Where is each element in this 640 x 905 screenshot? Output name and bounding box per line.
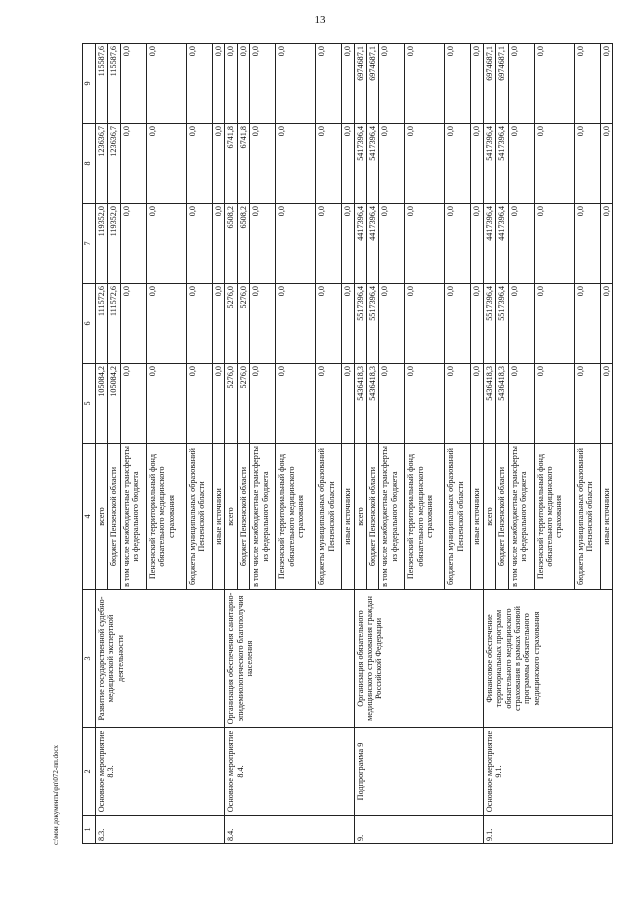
page-number: 13 (314, 14, 326, 26)
value-cell: 0,0 (186, 284, 212, 364)
value-cell: 0,0 (276, 284, 316, 364)
value-cell: 6974687,1 (483, 44, 495, 124)
value-cell: 111572,6 (108, 284, 120, 364)
value-cell: 0,0 (405, 44, 445, 124)
funding-source-cell: иные источники (471, 444, 483, 590)
value-cell: 0,0 (600, 204, 612, 284)
funding-source-cell: бюджет Пензенской области (366, 444, 378, 590)
value-cell: 0,0 (471, 124, 483, 204)
value-cell: 0,0 (120, 364, 146, 444)
value-cell: 0,0 (445, 44, 471, 124)
value-cell: 6508,2 (237, 204, 249, 284)
value-cell: 0,0 (146, 44, 186, 124)
value-cell: 0,0 (186, 124, 212, 204)
value-cell: 115587,6 (96, 44, 108, 124)
value-cell: 0,0 (405, 124, 445, 204)
value-cell: 5276,0 (225, 364, 237, 444)
funding-source-cell: всего (96, 444, 108, 590)
funding-source-cell: всего (483, 444, 495, 590)
value-cell: 0,0 (250, 124, 276, 204)
value-cell: 0,0 (471, 204, 483, 284)
value-cell: 4417396,4 (496, 204, 508, 284)
row-number-cell: 9.1. (483, 816, 612, 844)
funding-source-cell: иные источники (212, 444, 224, 590)
event-name-cell: Финансовое обеспечение территориальных программ обязательного медицинского страхования в рамках базовой программы обязательного медицинского страхования (483, 590, 612, 728)
funding-source-cell: бюджет Пензенской области (237, 444, 249, 590)
value-cell: 0,0 (508, 284, 534, 364)
value-cell: 0,0 (508, 364, 534, 444)
header-row (83, 44, 96, 844)
value-cell: 0,0 (250, 284, 276, 364)
value-cell: 0,0 (471, 44, 483, 124)
table-row (483, 44, 495, 844)
value-cell: 105084,2 (108, 364, 120, 444)
funding-source-cell: бюджеты муниципальных образований Пензенской области (186, 444, 212, 590)
value-cell: 0,0 (405, 284, 445, 364)
value-cell: 0,0 (212, 44, 224, 124)
value-cell: 0,0 (146, 364, 186, 444)
event-cell: Основное мероприятие 8.3. (96, 728, 225, 816)
value-cell: 5436418,3 (354, 364, 366, 444)
value-cell: 0,0 (146, 204, 186, 284)
value-cell: 0,0 (212, 364, 224, 444)
value-cell: 0,0 (471, 364, 483, 444)
header-cell: 7 (83, 204, 96, 284)
value-cell: 0,0 (379, 124, 405, 204)
funding-source-cell: в том числе межбюджетные трансферты из федерального бюджета (379, 444, 405, 590)
value-cell: 6741,8 (237, 124, 249, 204)
value-cell: 0,0 (508, 204, 534, 284)
footer-file-path: c:\мои документы\рп\072-пп.docx (52, 744, 60, 845)
value-cell: 0,0 (250, 204, 276, 284)
value-cell: 0,0 (574, 204, 600, 284)
value-cell: 0,0 (276, 44, 316, 124)
value-cell: 115587,6 (108, 44, 120, 124)
event-name-cell: Организация обеспечения санитарно- эпидемиологического благополучия населения (225, 590, 354, 728)
header-cell: 4 (83, 444, 96, 590)
table-row (225, 44, 237, 844)
value-cell: 6974687,1 (354, 44, 366, 124)
value-cell: 0,0 (120, 204, 146, 284)
funding-source-cell: Пензенский территориальный фонд обязательного медицинского страхования (276, 444, 316, 590)
funding-source-cell: в том числе межбюджетные трансферты из федерального бюджета (508, 444, 534, 590)
value-cell: 0,0 (379, 204, 405, 284)
row-number-cell: 9. (354, 816, 483, 844)
value-cell: 0,0 (508, 124, 534, 204)
value-cell: 0,0 (534, 204, 574, 284)
value-cell: 5276,0 (225, 284, 237, 364)
funding-source-cell: Пензенский территориальный фонд обязательного медицинского страхования (534, 444, 574, 590)
value-cell: 0,0 (342, 44, 354, 124)
value-cell: 5436418,3 (496, 364, 508, 444)
value-cell: 0,0 (534, 364, 574, 444)
table-row (96, 44, 108, 844)
value-cell: 0,0 (342, 364, 354, 444)
header-cell: 6 (83, 284, 96, 364)
value-cell: 0,0 (405, 204, 445, 284)
row-number-cell: 8.4. (225, 816, 354, 844)
value-cell: 0,0 (146, 284, 186, 364)
funding-source-cell: всего (225, 444, 237, 590)
value-cell: 111572,6 (96, 284, 108, 364)
funding-source-cell: бюджеты муниципальных образований Пензенской области (445, 444, 471, 590)
header-cell: 8 (83, 124, 96, 204)
value-cell: 0,0 (574, 284, 600, 364)
value-cell: 0,0 (250, 44, 276, 124)
funding-source-cell: Пензенский территориальный фонд обязательного медицинского страхования (405, 444, 445, 590)
value-cell: 0,0 (120, 284, 146, 364)
value-cell: 5517396,4 (366, 284, 378, 364)
value-cell: 123636,7 (96, 124, 108, 204)
event-cell: Основное мероприятие 9.1. (483, 728, 612, 816)
value-cell: 0,0 (600, 284, 612, 364)
funding-source-cell: бюджет Пензенской области (108, 444, 120, 590)
value-cell: 119352,0 (96, 204, 108, 284)
value-cell: 0,0 (316, 284, 342, 364)
value-cell: 6741,8 (225, 124, 237, 204)
value-cell: 105084,2 (96, 364, 108, 444)
value-cell: 119352,0 (108, 204, 120, 284)
value-cell: 0,0 (186, 364, 212, 444)
funding-source-cell: бюджеты муниципальных образований Пензенской области (316, 444, 342, 590)
value-cell: 0,0 (316, 364, 342, 444)
event-name-cell: Развитие государственной судебно- медицинской экспертной деятельности (96, 590, 225, 728)
table-row (354, 44, 366, 844)
value-cell: 0,0 (186, 204, 212, 284)
value-cell: 0,0 (600, 44, 612, 124)
value-cell: 5276,0 (237, 284, 249, 364)
value-cell: 5417396,4 (496, 124, 508, 204)
header-cell: 2 (83, 728, 96, 816)
value-cell: 0,0 (316, 44, 342, 124)
value-cell: 0,0 (445, 204, 471, 284)
value-cell: 0,0 (379, 284, 405, 364)
value-cell: 5276,0 (237, 364, 249, 444)
value-cell: 0,0 (379, 364, 405, 444)
value-cell: 5417396,4 (483, 124, 495, 204)
value-cell: 0,0 (237, 44, 249, 124)
value-cell: 0,0 (186, 44, 212, 124)
value-cell: 0,0 (534, 284, 574, 364)
value-cell: 6974687,1 (496, 44, 508, 124)
value-cell: 0,0 (574, 124, 600, 204)
header-cell: 1 (83, 816, 96, 844)
value-cell: 0,0 (212, 284, 224, 364)
value-cell: 0,0 (250, 364, 276, 444)
header-cell: 9 (83, 44, 96, 124)
value-cell: 0,0 (212, 204, 224, 284)
funding-source-cell: Пензенский территориальный фонд обязательного медицинского страхования (146, 444, 186, 590)
value-cell: 6508,2 (225, 204, 237, 284)
funding-source-cell: иные источники (600, 444, 612, 590)
value-cell: 5417396,4 (354, 124, 366, 204)
value-cell: 4417396,4 (483, 204, 495, 284)
funding-source-cell: бюджеты муниципальных образований Пензенской области (574, 444, 600, 590)
value-cell: 0,0 (445, 124, 471, 204)
value-cell: 0,0 (276, 364, 316, 444)
funding-source-cell: в том числе межбюджетные трансферты из федерального бюджета (250, 444, 276, 590)
funding-source-cell: в том числе межбюджетные трансферты из федерального бюджета (120, 444, 146, 590)
value-cell: 4417396,4 (354, 204, 366, 284)
value-cell: 0,0 (276, 204, 316, 284)
value-cell: 0,0 (445, 284, 471, 364)
value-cell: 0,0 (342, 204, 354, 284)
value-cell: 5517396,4 (483, 284, 495, 364)
value-cell: 5436418,3 (483, 364, 495, 444)
value-cell: 5436418,3 (366, 364, 378, 444)
value-cell: 0,0 (276, 124, 316, 204)
table-body (96, 44, 613, 844)
value-cell: 0,0 (405, 364, 445, 444)
value-cell: 0,0 (600, 124, 612, 204)
value-cell: 5517396,4 (354, 284, 366, 364)
funding-source-cell: иные источники (342, 444, 354, 590)
header-cell: 5 (83, 364, 96, 444)
financing-table (82, 43, 613, 844)
value-cell: 4417396,4 (366, 204, 378, 284)
value-cell: 6974687,1 (366, 44, 378, 124)
value-cell: 0,0 (574, 44, 600, 124)
rotated-table-frame (82, 44, 611, 844)
value-cell: 0,0 (342, 284, 354, 364)
value-cell: 123636,7 (108, 124, 120, 204)
value-cell: 0,0 (534, 124, 574, 204)
value-cell: 0,0 (120, 44, 146, 124)
event-cell: Подпрограмма 9 (354, 728, 483, 816)
value-cell: 0,0 (471, 284, 483, 364)
value-cell: 0,0 (600, 364, 612, 444)
funding-source-cell: всего (354, 444, 366, 590)
value-cell: 0,0 (146, 124, 186, 204)
value-cell: 0,0 (534, 44, 574, 124)
header-cell: 3 (83, 590, 96, 728)
value-cell: 5417396,4 (366, 124, 378, 204)
value-cell: 0,0 (120, 124, 146, 204)
funding-source-cell: бюджет Пензенской области (496, 444, 508, 590)
value-cell: 0,0 (574, 364, 600, 444)
value-cell: 0,0 (445, 364, 471, 444)
value-cell: 0,0 (225, 44, 237, 124)
value-cell: 0,0 (316, 204, 342, 284)
value-cell: 0,0 (316, 124, 342, 204)
event-cell: Основное мероприятие 8.4. (225, 728, 354, 816)
event-name-cell: Организация обязательного медицинского страхования граждан Российской Федерации (354, 590, 483, 728)
value-cell: 0,0 (508, 44, 534, 124)
value-cell: 0,0 (379, 44, 405, 124)
value-cell: 0,0 (342, 124, 354, 204)
table-container (82, 44, 611, 844)
row-number-cell: 8.3. (96, 816, 225, 844)
value-cell: 5517396,4 (496, 284, 508, 364)
value-cell: 0,0 (212, 124, 224, 204)
